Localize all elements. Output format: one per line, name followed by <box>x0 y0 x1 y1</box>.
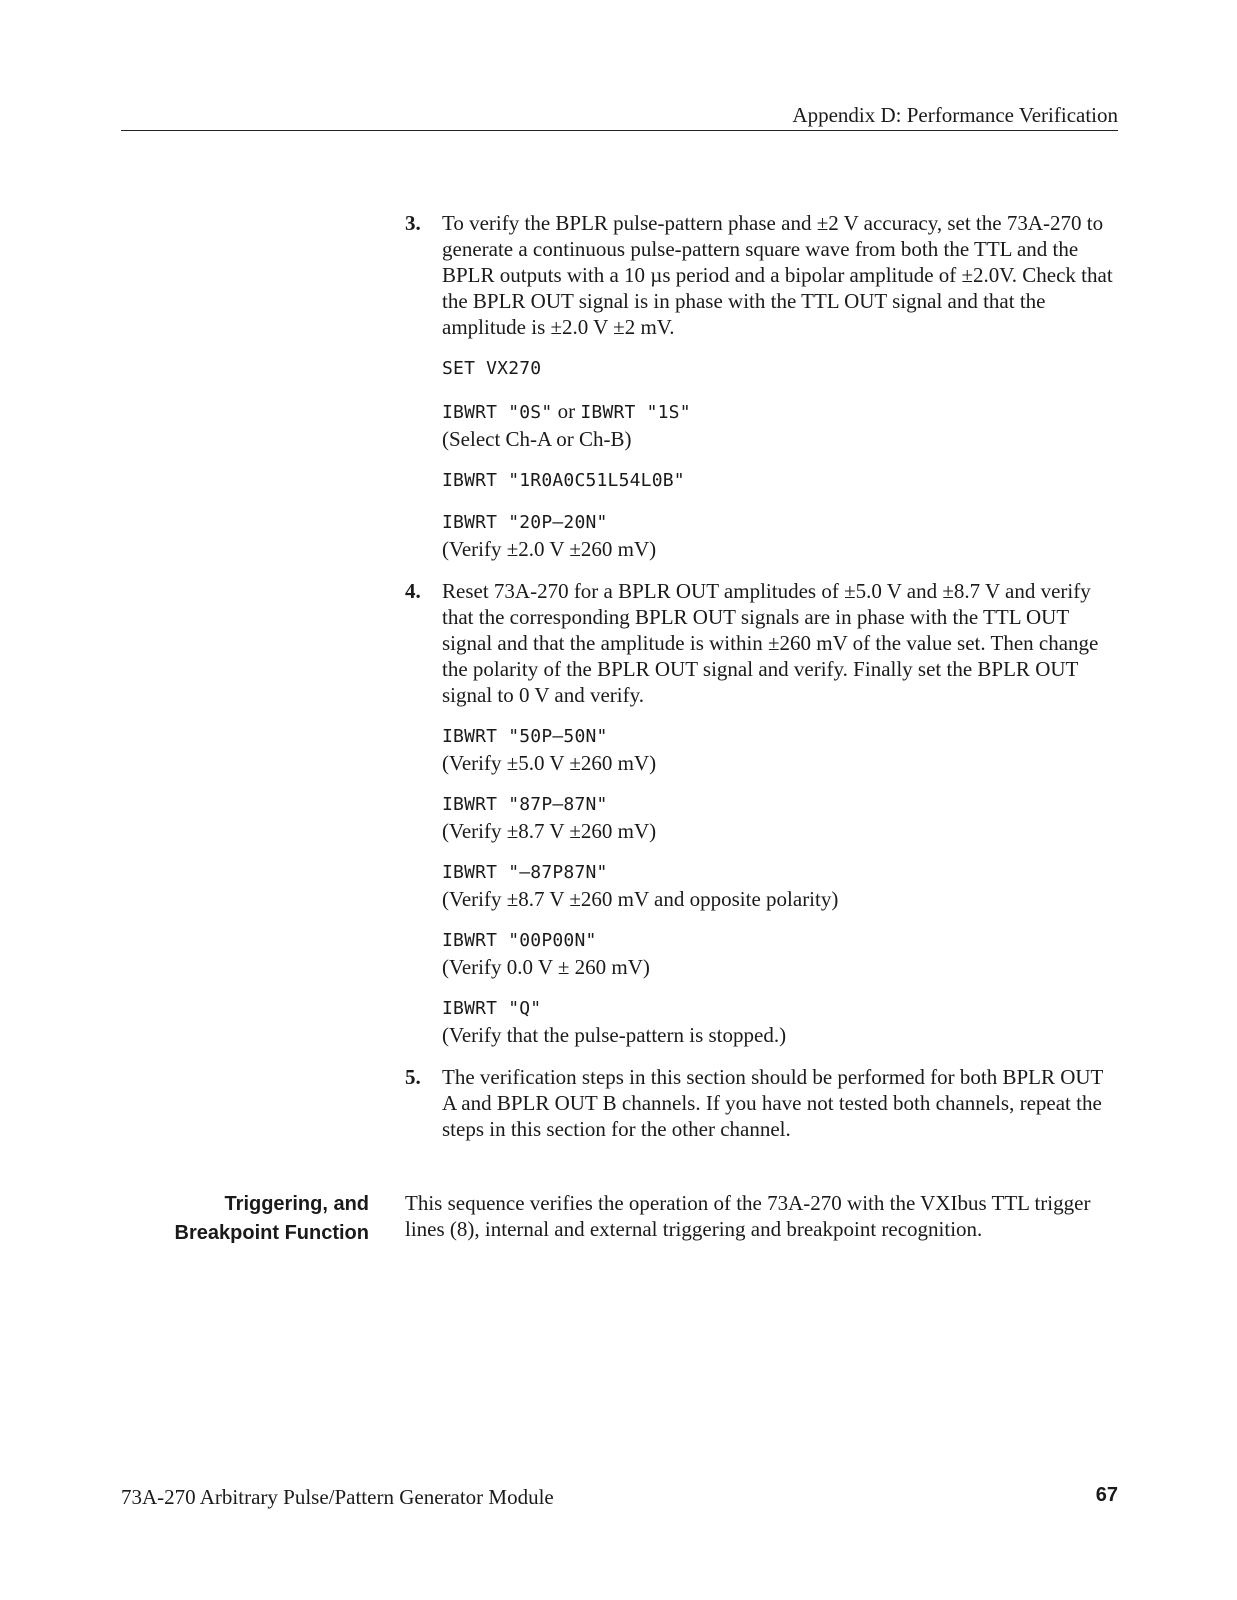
step-number: 5. <box>405 1065 421 1089</box>
command-code: IBWRT "00P00N" <box>442 930 597 951</box>
section-body: This sequence verifies the operation of the 73A-270 with the VXIbus TTL trigger lines (8), internal and external triggering and breakpoint recognition. <box>405 1191 1091 1241</box>
command-block <box>442 792 1120 844</box>
command-note: (Verify ±2.0 V ±260 mV) <box>442 537 657 561</box>
main-content <box>405 210 1120 1158</box>
command-code: SET VX270 <box>442 358 542 379</box>
command-code: IBWRT "–87P87N" <box>442 862 608 883</box>
page-number: 67 <box>1095 1484 1118 1506</box>
section-heading-line1: Triggering, and <box>224 1193 369 1215</box>
command-code: IBWRT "50P–50N" <box>442 726 608 747</box>
section-heading <box>175 1190 369 1248</box>
command-or: or <box>552 399 581 423</box>
command-block <box>442 356 1120 382</box>
command-note: (Verify 0.0 V ± 260 mV) <box>442 955 650 979</box>
step-5 <box>405 1064 1120 1142</box>
command-block <box>442 928 1120 980</box>
step-4 <box>405 578 1120 1048</box>
command-block <box>442 510 1120 562</box>
command-note: (Verify ±5.0 V ±260 mV) <box>442 751 657 775</box>
step-text: To verify the BPLR pulse-pattern phase and ±2 V accuracy, set the 73A-270 to generate a continuous pulse-pattern square wave from both the TTL and the BPLR outputs with a 10 µs period and a bipolar amplitude of ±2.0V. Check that the BPLR OUT signal is in phase with the TTL OUT signal and that the amplitude is ±2.0 V ±2 mV. <box>442 211 1113 339</box>
command-block <box>442 996 1120 1048</box>
command-note: (Verify ±8.7 V ±260 mV) <box>442 819 657 843</box>
section-heading-line2: Breakpoint Function <box>174 1222 369 1244</box>
command-note: (Verify that the pulse-pattern is stopped.) <box>442 1023 787 1047</box>
step-number: 3. <box>405 211 421 235</box>
command-code: IBWRT "0S" <box>442 402 553 423</box>
command-code: IBWRT "1R0A0C51L54L0B" <box>442 470 685 491</box>
step-3 <box>405 210 1120 562</box>
header-title: Appendix D: Performance Verification <box>792 103 1118 127</box>
command-block <box>442 724 1120 776</box>
step-text: Reset 73A-270 for a BPLR OUT amplitudes of ±5.0 V and ±8.7 V and verify that the corresponding BPLR OUT signals are in phase with the TTL OUT signal and that the amplitude is within ±260 mV of the value set. Then change the polarity of the BPLR OUT signal and verify. Finally set the BPLR OUT signal to 0 V and verify. <box>442 579 1099 707</box>
command-code: IBWRT "Q" <box>442 998 542 1019</box>
command-code: IBWRT "20P–20N" <box>442 512 608 533</box>
step-number: 4. <box>405 579 421 603</box>
command-note: (Select Ch-A or Ch-B) <box>442 427 632 451</box>
page-header <box>121 102 1118 131</box>
command-note: (Verify ±8.7 V ±260 mV and opposite polarity) <box>442 887 839 911</box>
command-block <box>442 468 1120 494</box>
command-code: IBWRT "87P–87N" <box>442 794 608 815</box>
command-code-alt: IBWRT "1S" <box>580 402 691 423</box>
command-block <box>442 398 1120 452</box>
command-block <box>442 860 1120 912</box>
step-text: The verification steps in this section should be performed for both BPLR OUT A and BPLR OUT B channels. If you have not tested both channels, repeat the steps in this section for the other channel. <box>442 1065 1103 1141</box>
footer-title: 73A-270 Arbitrary Pulse/Pattern Generator Module <box>121 1485 554 1509</box>
